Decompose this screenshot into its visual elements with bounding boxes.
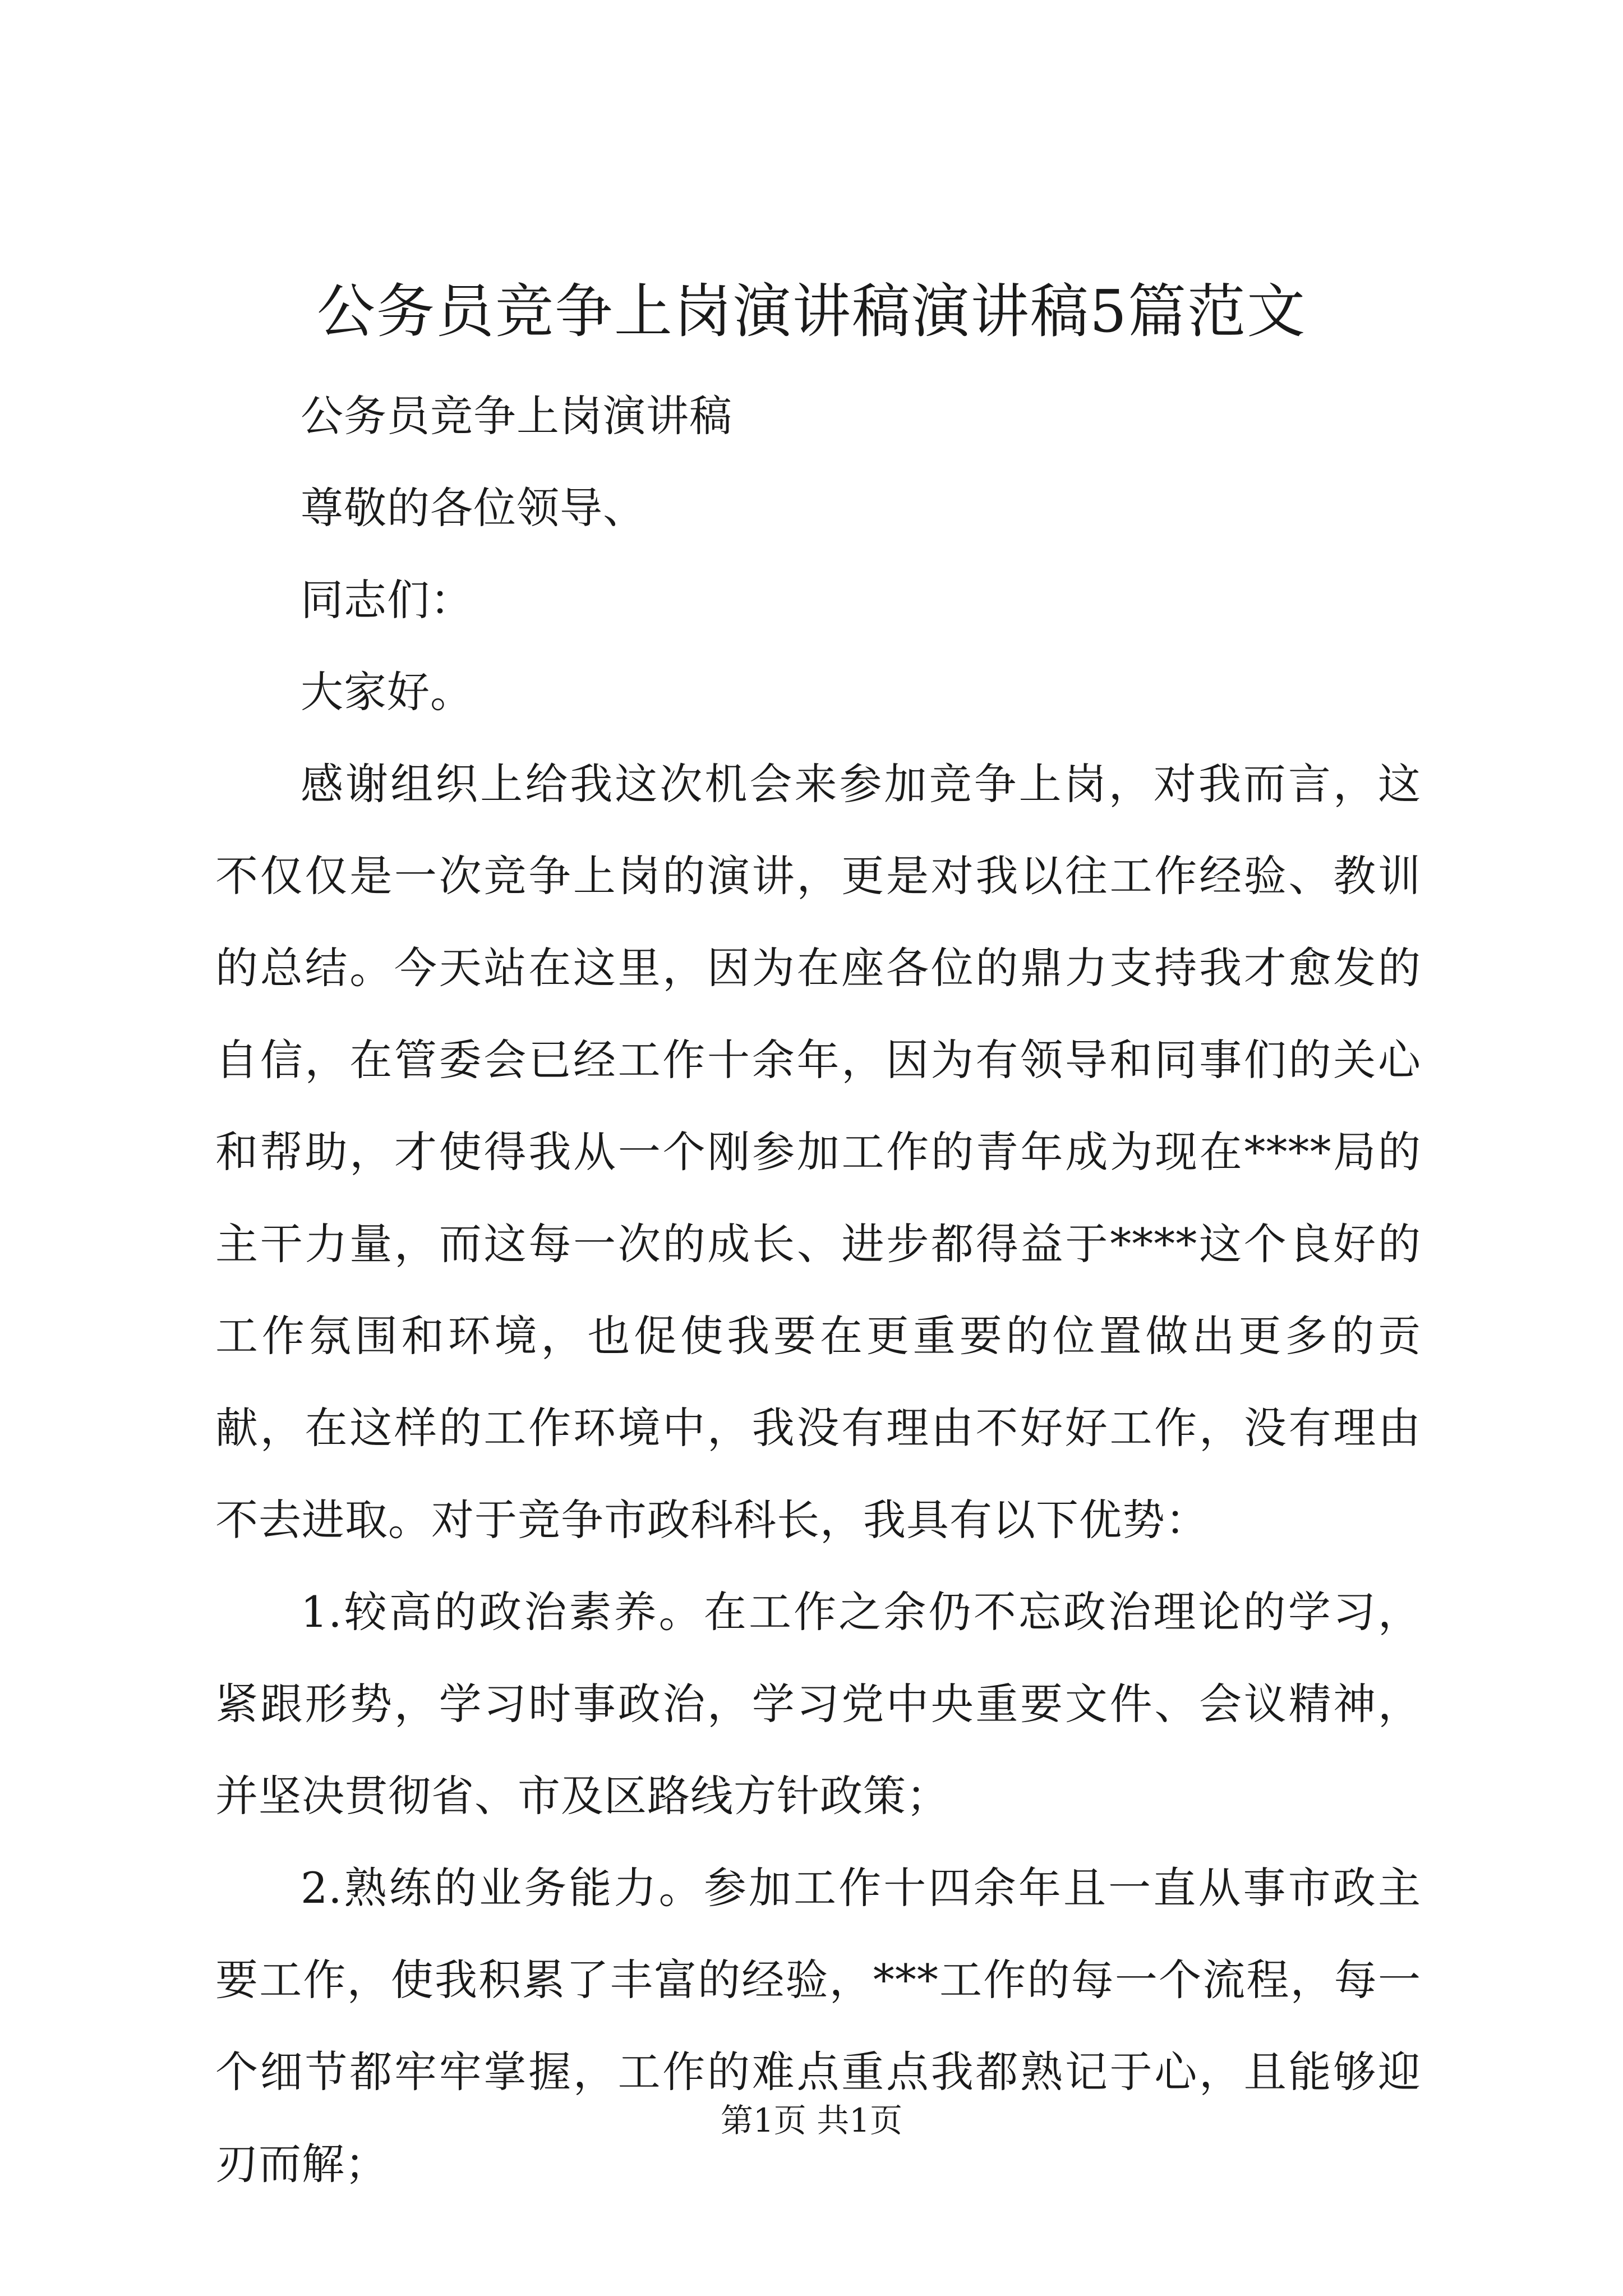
paragraph-point-2: 2.熟练的业务能力。参加工作十四余年且一直从事市政主要工作，使我积累了丰富的经验，***工作的每一个流程，每一个细节都牢牢掌握，工作的难点重点我都熟记于心，且能够迎刃而解； [215,1863,1421,2189]
document-body [215,370,1421,2210]
paragraph-greeting: 大家好。 [301,667,473,717]
paragraph-intro: 感谢组织上给我这次机会来参加竞争上岗，对我而言，这不仅仅是一次竞争上岗的演讲，更是对我以往工作经验、教训的总结。今天站在这里，因为在座各位的鼎力支持我才愈发的自信，在管委会已经工作十余年，因为有领导和同事们的关心和帮助，才使得我从一个刚参加工作的青年成为现在****局的主干力量，而这每一次的成长、进步都得益于****这个良好的工作氛围和环境，也促使我要在更重要的位置做出更多的贡献，在这样的工作环境中，我没有理由不好好工作，没有理由不去进取。对于竞争市政科科长，我具有以下优势： [215,759,1421,1545]
paragraph-heading: 公务员竞争上岗演讲稿 [301,391,732,441]
document-title: 公务员竞争上岗演讲稿演讲稿5篇范文 [316,277,1307,346]
paragraph-salutation-2: 同志们： [301,575,473,625]
page-footer: 第1页 共1页 [720,2101,903,2139]
paragraph-salutation: 尊敬的各位领导、 [301,483,646,533]
paragraph-point-1: 1.较高的政治素养。在工作之余仍不忘政治理论的学习，紧跟形势，学习时事政治，学习党中央重要文件、会议精神，并坚决贯彻省、市及区路线方针政策； [215,1587,1421,1821]
